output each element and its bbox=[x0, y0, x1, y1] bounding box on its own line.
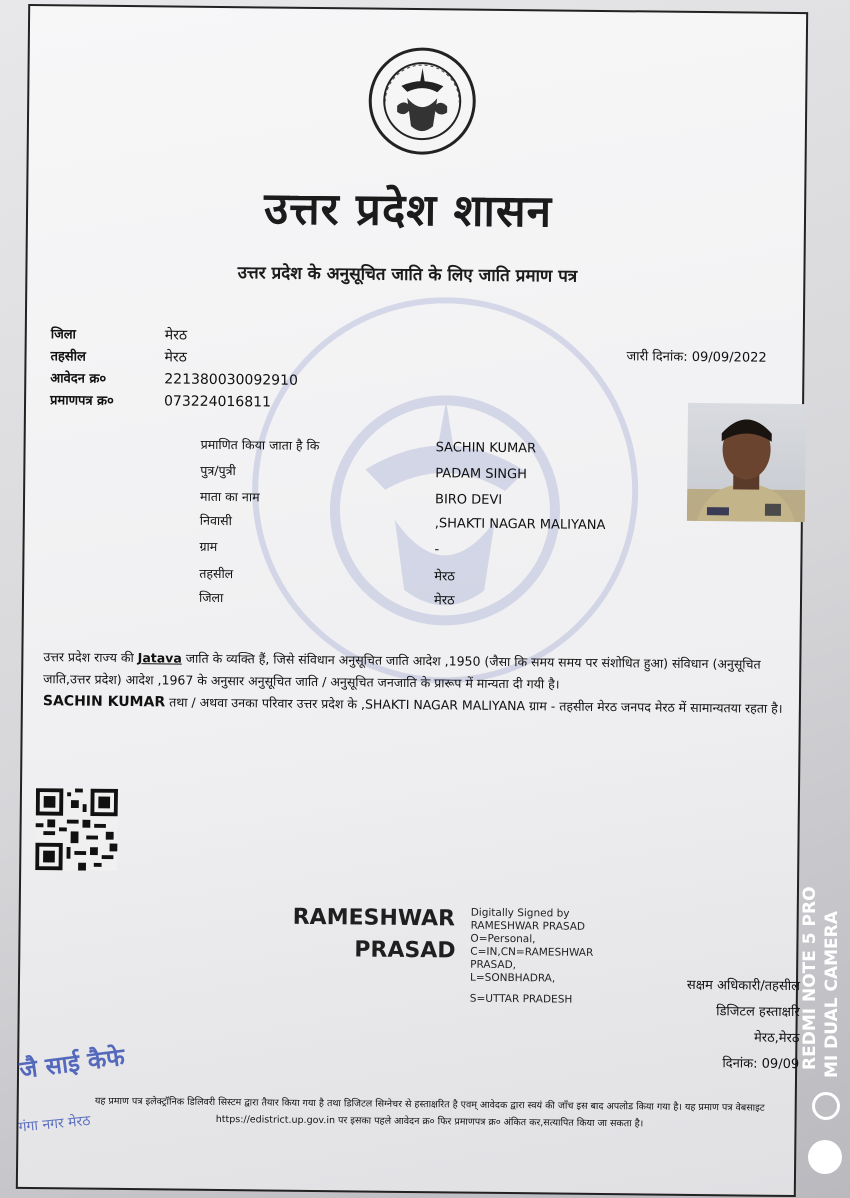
field-tehsil: तहसील मेरठ bbox=[199, 565, 455, 585]
field-resident: निवासी ,SHAKTI NAGAR MALIYANA bbox=[199, 512, 606, 534]
verification-footer: यह प्रमाण पत्र इलेक्ट्रॉनिक डिलिवरी सिस्टम द्वारा तैयार किया गया है तथा डिजिटल सिग्नेचर से हस्ताक्षरित है एवम् आवेदक द्वारा स्वयं की जाँच इस बाद अपलोड किया गया है। यह प्रमाण पत्र वेबसाइट https://edistrict.up.gov.in पर इसका पहले आवेदन क्र० फिर प्रमाणपत्र क्र० अंकित कर,सत्यापित किया जा सकता है। bbox=[94, 1095, 765, 1130]
issue-date: जारी दिनांक: 09/09/2022 bbox=[626, 349, 767, 366]
field-district: जिला मेरठ bbox=[198, 589, 455, 609]
cafe-stamp: जै साई कैफे bbox=[17, 1042, 127, 1085]
up-government-emblem-icon bbox=[367, 46, 478, 157]
field-parent: पुत्र/पुत्री PADAM SINGH bbox=[200, 462, 527, 483]
page-title: उत्तर प्रदेश शासन bbox=[263, 183, 553, 238]
digital-signature-details: Digitally Signed by RAMESHWAR PRASAD O=Personal, C=IN,CN=RAMESHWAR PRASAD, L=SONBHADRA, S=UTTAR PRADESH bbox=[469, 906, 594, 1006]
meta-tehsil: तहसील मेरठ bbox=[50, 349, 187, 366]
meta-district: जिला मेरठ bbox=[50, 327, 188, 344]
signer-name-line2: PRASAD bbox=[354, 937, 456, 964]
dot-icon bbox=[808, 1140, 842, 1174]
camera-watermark: REDMI NOTE 5 PRO MI DUAL CAMERA bbox=[800, 886, 842, 1078]
field-village: ग्राम - bbox=[199, 538, 440, 558]
caste-name: Jatava bbox=[137, 650, 182, 666]
cafe-stamp-address: गंगा नगर मेरठ bbox=[17, 1112, 92, 1136]
field-certified-name: प्रमाणित किया जाता है कि SACHIN KUMAR bbox=[200, 436, 537, 457]
certificate-subtitle: उत्तर प्रदेश के अनुसूचित जाति के लिए जाति प्रमाण पत्र bbox=[237, 263, 578, 287]
applicant-photo bbox=[687, 403, 806, 522]
competent-authority-block: सक्षम अधिकारी/तहसील डिजिटल हस्ताक्षरि मेरठ,मेरठ दिनांक: 09/09 bbox=[686, 977, 801, 1073]
meta-application-number: आवेदन क्र० 221380030092910 bbox=[50, 371, 298, 389]
certificate-page bbox=[16, 4, 808, 1197]
qr-code-icon bbox=[35, 788, 118, 871]
person-portrait-icon bbox=[687, 403, 806, 522]
meta-certificate-number: प्रमाणपत्र क्र० 073224016811 bbox=[49, 393, 272, 411]
signer-name-line1: RAMESHWAR bbox=[292, 904, 456, 932]
certificate-paragraph: उत्तर प्रदेश राज्य की Jatava जाति के व्यक्ति हैं, जिसे संविधान अनुसूचित जाति आदेश ,1950 (जैसा कि समय समय पर संशोधित हुआ) संविधान (अनुसूचित जाति,उत्तर प्रदेश) आदेश ,1967 के अनुसार अनुसूचित जाति / अनुसूचित जनजाति के प्रारूप में मान्यता दी गयी है। SACHIN KUMAR तथा / अथवा उनका परिवार उत्तर प्रदेश के ,SHAKTI NAGAR MALIYANA ग्राम - तहसील मेरठ जनपद मेरठ में सामान्यतया रहता है। bbox=[42, 649, 783, 716]
circle-icon bbox=[812, 1092, 840, 1120]
field-mother-name: माता का नाम BIRO DEVI bbox=[200, 488, 503, 508]
holder-name: SACHIN KUMAR bbox=[42, 693, 166, 711]
